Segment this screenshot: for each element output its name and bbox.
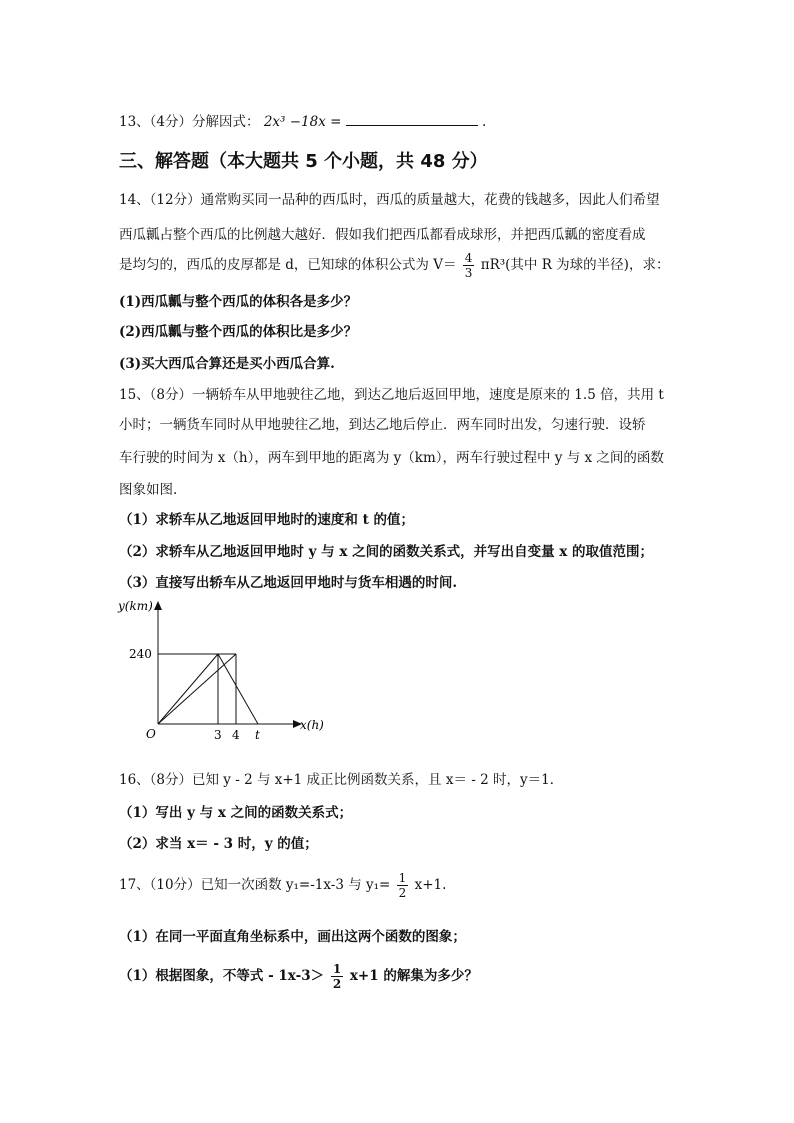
fraction-denominator: 3 xyxy=(464,266,473,280)
fraction-numerator: 1 xyxy=(398,871,407,885)
x-tick-4: 4 xyxy=(232,728,240,742)
q15-part-2: （2）求轿车从乙地返回甲地时 y 与 x 之间的函数关系式，并写出自变量 x 的取值范围； xyxy=(119,544,654,560)
volume-fraction xyxy=(463,251,475,280)
q15-part-3: （3）直接写出轿车从乙地返回甲地时与货车相遇的时间. xyxy=(119,575,458,591)
x-tick-t: t xyxy=(255,728,260,742)
q14-part-1: (1)西瓜瓤与整个西瓜的体积各是多少？ xyxy=(119,294,358,310)
q15-part-1: （1）求轿车从乙地返回甲地时的速度和 t 的值； xyxy=(119,512,415,528)
q13-equals: = xyxy=(330,114,342,130)
q14-line-3-a: 是均匀的，西瓜的皮厚都是 d，已知球的体积公式为 V＝ xyxy=(119,257,457,273)
x-tick-3: 3 xyxy=(214,728,222,742)
y-axis-label: y(km) xyxy=(118,599,153,613)
q17-inequality-fraction xyxy=(331,962,343,991)
q17-line-1-a: 17、（10分）已知一次函数 y₁=-1x-3 与 y₁= xyxy=(119,877,391,893)
q13-period: . xyxy=(482,114,487,130)
q16-line-1: 16、（8分）已知 y - 2 与 x+1 成正比例函数关系，且 x＝ - 2 时，y＝1． xyxy=(119,772,564,788)
fraction-numerator: 1 xyxy=(332,962,342,976)
fraction-numerator: 4 xyxy=(464,251,473,265)
q17-part-2-b: x+1 的解集为多少？ xyxy=(349,968,478,984)
q15-line-2: 小时；一辆货车同时从甲地驶往乙地，到达乙地后停止．两车同时出发，匀速行驶．设轿 xyxy=(119,417,646,433)
q15-line-4: 图象如图. xyxy=(119,482,178,498)
x-axis-label: x(h) xyxy=(300,718,324,732)
q14-part-3: (3)买大西瓜合算还是买小西瓜合算. xyxy=(119,356,335,372)
truck-line xyxy=(158,654,236,724)
origin-label: O xyxy=(146,727,156,741)
q14-line-3 xyxy=(119,251,669,280)
q14-line-3-b: πR³(其中 R 为球的半径)，求： xyxy=(480,257,670,273)
car-outbound-line xyxy=(158,654,218,724)
q16-part-2: （2）求当 x＝ - 3 时，y 的值； xyxy=(119,836,318,852)
answer-blank[interactable] xyxy=(346,113,478,126)
question-13 xyxy=(119,110,486,130)
y-tick-240: 240 xyxy=(129,647,152,661)
q17-line-1 xyxy=(119,871,446,900)
distance-time-graph xyxy=(112,596,332,746)
q13-expression: 2x³ −18x xyxy=(263,114,326,130)
section-heading: 三、解答题（本大题共 5 个小题，共 48 分） xyxy=(119,151,488,172)
q17-part-2-a: （1）根据图象，不等式 - 1x-3＞ xyxy=(119,968,325,984)
fraction-denominator: 2 xyxy=(398,886,407,900)
q14-line-1: 14、（12分）通常购买同一品种的西瓜时，西瓜的质量越大，花费的钱越多，因此人们希望 xyxy=(119,192,660,208)
q14-part-2: (2)西瓜瓤与整个西瓜的体积比是多少？ xyxy=(119,324,358,340)
q17-part-1: （1）在同一平面直角坐标系中，画出这两个函数的图象； xyxy=(119,929,466,945)
q15-line-3: 车行驶的时间为 x（h），两车到甲地的距离为 y（km），两车行驶过程中 y 与 x 之间的函数 xyxy=(119,450,664,466)
q14-line-2: 西瓜瓤占整个西瓜的比例越大越好．假如我们把西瓜都看成球形，并把西瓜瓤的密度看成 xyxy=(119,227,646,243)
fraction-denominator: 2 xyxy=(332,977,342,991)
q15-line-1: 15、（8分）一辆轿车从甲地驶往乙地，到达乙地后返回甲地，速度是原来的 1.5 倍，共用 t xyxy=(119,387,664,403)
q17-part-2 xyxy=(119,962,478,991)
y-axis-arrow xyxy=(154,601,162,610)
q17-line-1-b: x+1. xyxy=(414,877,447,893)
q13-prefix: 13、（4分）分解因式： xyxy=(119,114,260,130)
q16-part-1: （1）写出 y 与 x 之间的函数关系式； xyxy=(119,805,353,821)
q17-fraction xyxy=(397,871,409,900)
